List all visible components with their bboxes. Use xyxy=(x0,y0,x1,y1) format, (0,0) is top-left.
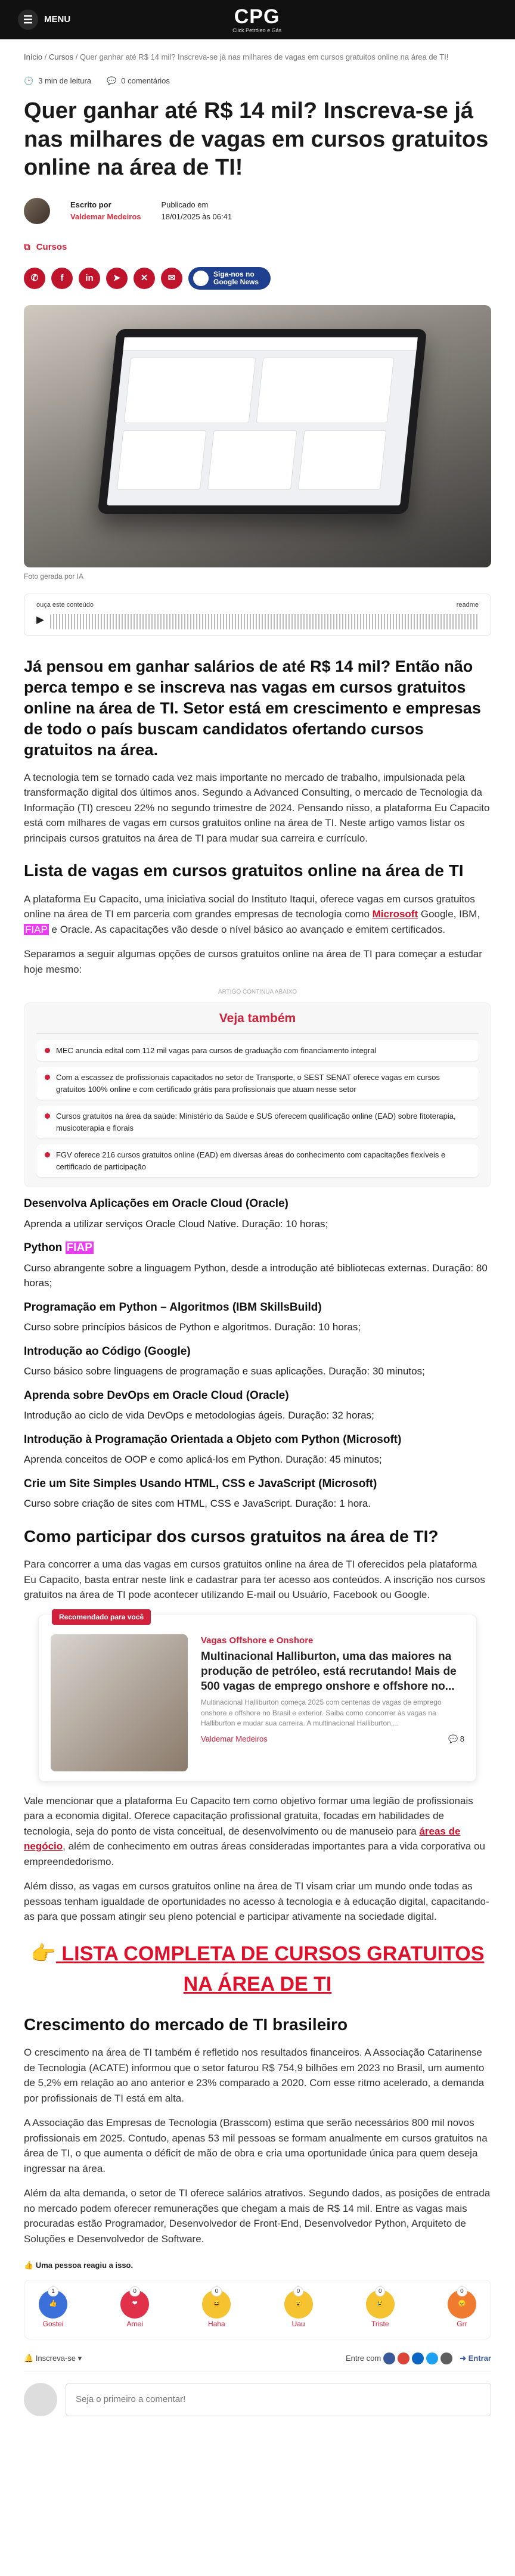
google-login-icon[interactable] xyxy=(398,2352,409,2364)
see-also-item[interactable]: MEC anuncia edital com 112 mil vagas para cursos de graduação com financiamento integral xyxy=(36,1040,479,1062)
breadcrumb-category[interactable]: Cursos xyxy=(48,52,74,61)
reaction-haha[interactable]: 😆 0 Haha xyxy=(202,2290,231,2329)
section-heading-how: Como participar dos cursos gratuitos na área de TI? xyxy=(24,1526,439,1545)
linkedin-login-icon[interactable] xyxy=(412,2352,424,2364)
angry-icon: 😠 0 xyxy=(448,2290,476,2319)
play-icon[interactable]: ▶ xyxy=(36,613,45,625)
google-news-button[interactable]: Siga-nos no Google News xyxy=(188,267,271,290)
site-logo[interactable]: CPG Click Petróleo e Gás xyxy=(232,5,282,33)
author-avatar[interactable] xyxy=(24,198,50,224)
breadcrumb-home[interactable]: Início xyxy=(24,52,43,61)
section-heading-market: Crescimento do mercado de TI brasileiro xyxy=(24,2015,348,2034)
section-heading-list: Lista de vagas em cursos gratuitos online na área de TI xyxy=(24,861,464,880)
comment-icon: 💬 xyxy=(107,76,117,85)
reaction-love[interactable]: ❤ 0 Amei xyxy=(120,2290,149,2329)
category-link[interactable]: ⧉ Cursos xyxy=(24,241,491,255)
reactions-bar xyxy=(24,2280,491,2339)
breadcrumb: Início / Cursos / Quer ganhar até R$ 14 mil? Inscreva-se já nas milhares de vagas em cursos gratuitos online na área de TI! xyxy=(24,52,449,61)
thumbs-up-icon: 👍 xyxy=(24,2261,34,2270)
laugh-icon: 😆 0 xyxy=(202,2290,231,2319)
see-also-box: Veja também MEC anuncia edital com 112 mil vagas para cursos de graduação com financiamento integral Com a escassez de profissionais capacitados no setor de Transporte, o SEST SENAT oferece vagas em cursos gratuitos 100% online e com certificado grátis para profissionais que atuam nesse setor Cursos gratuitos na área da saúde: Ministério da Saúde e SUS oferecem qualificação online (EAD) sobre fitoterapia, musicoterapia e florais FGV oferece 216 cursos gratuitos online (EAD) em diversas áreas do conhecimento com capacitações flexíveis e certificado de participação xyxy=(24,1003,491,1187)
business-areas-link[interactable]: áreas de negócio xyxy=(24,1825,461,1852)
linkedin-icon[interactable]: in xyxy=(79,268,100,289)
hamburger-icon: ☰ xyxy=(18,10,38,30)
reaction-like[interactable]: 👍 1 Gostei xyxy=(39,2290,67,2329)
facebook-icon[interactable]: f xyxy=(51,268,73,289)
reactions-header: 👍 Uma pessoa reagiu a isso. xyxy=(24,2261,134,2270)
page-title: Quer ganhar até R$ 14 mil? Inscreva-se já nas milhares de vagas em cursos gratuitos online na área de TI! xyxy=(24,98,489,180)
reaction-sad[interactable]: 😢 0 Triste xyxy=(366,2290,395,2329)
bell-icon: 🔔 xyxy=(24,2353,34,2363)
reaction-angry[interactable]: 😠 0 Grr xyxy=(448,2290,476,2329)
wow-icon: 😮 0 xyxy=(284,2290,313,2319)
heart-icon: ❤ 0 xyxy=(120,2290,149,2319)
clock-icon: 🕑 xyxy=(24,76,34,85)
image-caption: Foto gerada por IA xyxy=(24,572,84,581)
comment-input[interactable] xyxy=(66,2383,491,2416)
comment-count[interactable]: 💬 0 comentários xyxy=(107,75,170,87)
menu-label: MENU xyxy=(44,14,71,24)
sad-icon: 😢 0 xyxy=(366,2290,395,2319)
read-time: 🕑 3 min de leitura xyxy=(24,75,91,87)
recommended-image[interactable] xyxy=(51,1634,188,1771)
like-icon: 👍 1 xyxy=(39,2290,67,2319)
top-bar xyxy=(0,0,515,39)
twitter-login-icon[interactable] xyxy=(426,2352,438,2364)
subscribe-dropdown[interactable]: 🔔 Inscreva-se ▾ xyxy=(24,2353,82,2363)
published-date: 18/01/2025 às 06:41 xyxy=(161,212,232,221)
email-icon[interactable]: ✉ xyxy=(161,268,182,289)
telegram-icon[interactable]: ➤ xyxy=(106,268,128,289)
see-also-item[interactable]: Cursos gratuitos na área da saúde: Ministério da Saúde e SUS oferecem qualificação online (EAD) sobre fitoterapia, musicoterapia e florais xyxy=(36,1106,479,1138)
course-list: Desenvolva Aplicações em Oracle Cloud (Oracle) Aprenda a utilizar serviços Oracle Cloud Native. Duração: 10 horas; Python FIAP Curso abrangente sobre a linguagem Python, desde a introdução até bibliotecas externas. Duração: 80 horas; Programação em Python – Algoritmos (IBM SkillsBuild) Curso sobre princípios básicos de Python e algoritmos. Duração: 10 horas; Introdução ao Código (Google) Curso básico sobre linguagens de programação e suas aplicações. Duração: 30 minutos; Aprenda sobre DevOps em Oracle Cloud (Oracle) Introdução ao ciclo de vida DevOps e metodologias ágeis. Duração: 32 horas; Introdução à Programação Orientada a Objeto com Python (Microsoft) Aprenda conceitos de OOP e como aplicá-los em Python. Duração: 45 minutos; Crie um Site Simples Usando HTML, CSS e JavaScript (Microsoft) Curso sobre criação de sites com HTML, CSS e JavaScript. Duração: 1 hora. xyxy=(24,1197,488,1510)
see-also-item[interactable]: Com a escassez de profissionais capacitados no setor de Transporte, o SEST SENAT oferece vagas em cursos gratuitos 100% online e com certificado grátis para profissionais que atuam nesse setor xyxy=(36,1067,479,1100)
pointing-hand-icon: 👉 xyxy=(30,1942,56,1965)
commenter-avatar xyxy=(24,2383,57,2416)
microsoft-login-icon[interactable] xyxy=(440,2352,452,2364)
audio-waveform[interactable] xyxy=(50,614,479,629)
full-course-list-link[interactable]: 👉 LISTA COMPLETA DE CURSOS GRATUITOS NA ÁREA DE TI xyxy=(24,1939,491,2000)
copy-icon: ⧉ xyxy=(24,241,30,252)
author-name[interactable]: Valdemar Medeiros xyxy=(70,212,141,221)
google-news-icon xyxy=(193,271,209,286)
lead-paragraph: Já pensou em ganhar salários de até R$ 14 mil? Então não perca tempo e se inscreva nas vagas em cursos gratuitos online na área de TI. Setor está em crescimento e empresas de todo o país buscam candidatos ofertando cursos gratuitos na área. xyxy=(24,657,481,759)
see-also-item[interactable]: FGV oferece 216 cursos gratuitos online (EAD) em diversas áreas do conhecimento com capacitações flexíveis e certificado de participação xyxy=(36,1144,479,1177)
recommended-card[interactable]: Recomendado para você Vagas Offshore e Onshore Multinacional Halliburton, uma das maiores na produção de petróleo, está recrutando! Mais de 500 vagas de emprego onshore e offshore no... Multinacional Halliburton começa 2025 com centenas de vagas de emprego onshore e offshore no Brasil e exterior. Saiba como concorrer às vagas na Halliburton e mudar sua carreira. A multinacional Halliburton,... Valdemar Medeiros 💬 8 xyxy=(38,1615,477,1782)
x-icon[interactable]: ✕ xyxy=(134,268,155,289)
audio-player[interactable]: ouça este conteúdo readme ▶ xyxy=(24,594,491,636)
menu-button[interactable] xyxy=(18,10,70,30)
login-button[interactable]: ➜ Entrar xyxy=(460,2353,491,2363)
comment-icon: 💬 xyxy=(448,1734,458,1744)
reaction-wow[interactable]: 😮 0 Uau xyxy=(284,2290,313,2329)
share-bar xyxy=(24,267,491,290)
breadcrumb-current: Quer ganhar até R$ 14 mil? Inscreva-se já nas milhares de vagas em cursos gratuitos online na área de TI! xyxy=(80,52,449,61)
comments-bar: 🔔 Inscreva-se ▾ Entre com ➜ Entrar xyxy=(24,2352,491,2372)
whatsapp-icon[interactable]: ✆ xyxy=(24,268,45,289)
ad-divider: ARTIGO CONTINUA ABAIXO xyxy=(218,989,297,996)
microsoft-link[interactable]: Microsoft xyxy=(372,908,418,920)
facebook-login-icon[interactable] xyxy=(383,2352,395,2364)
hero-image xyxy=(24,305,491,567)
